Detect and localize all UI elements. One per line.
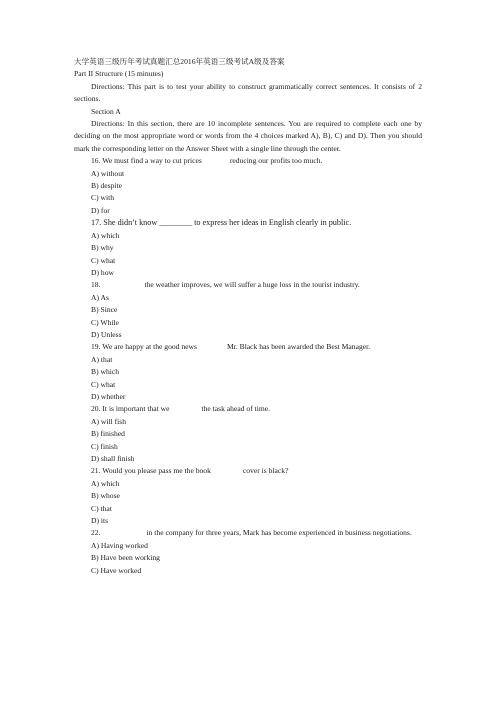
question-text-before: We are happy at the good news	[102, 342, 197, 352]
question-text-after: the task ahead of time.	[201, 404, 271, 414]
option: C) finish	[91, 441, 118, 451]
option: B) which	[91, 367, 120, 377]
option: D) whether	[91, 391, 126, 401]
option: A) without	[91, 168, 125, 178]
question-number: 22.	[91, 528, 101, 538]
question-18	[74, 279, 422, 291]
question-text-after: reducing our profits too much.	[229, 156, 323, 166]
option: C) what	[91, 379, 116, 389]
option: B) Have been working	[91, 553, 160, 563]
option: C) Have worked	[91, 565, 142, 575]
option: B) finished	[91, 429, 125, 439]
option: A) As	[91, 292, 109, 302]
option: A) that	[91, 354, 113, 364]
question-text-before: She didn’t know	[103, 218, 158, 228]
option: B) why	[91, 243, 114, 253]
option: C) with	[91, 193, 114, 203]
directions-section: Directions: In this section, there are 10 incomplete sentences. You are required to complete each one by deciding on the most appropriate word or words from the 4 choices marked A), B), C) and D). Then you should mark the corresponding letter on the Answer Sheet with a single line through the center.	[74, 119, 422, 153]
document-content	[74, 56, 422, 577]
question-19	[74, 341, 422, 353]
question-number: 18.	[91, 280, 101, 290]
option: B) Since	[91, 305, 118, 315]
question-text-before: We must find a way to cut prices	[102, 156, 202, 166]
option: B) whose	[91, 491, 120, 501]
question-number: 19.	[91, 342, 101, 352]
question-number: 17.	[91, 218, 102, 228]
question-16	[74, 155, 422, 167]
option: A) Having worked	[91, 540, 148, 550]
question-20	[74, 403, 422, 415]
document-title: 大学英语三级历年考试真题汇总2016年英语三级考试A级及答案	[74, 57, 285, 66]
question-text-after: cover is black?	[242, 466, 289, 476]
part-heading: Part II Structure (15 minutes)	[74, 69, 164, 79]
question-text-before: It is important that we	[102, 404, 170, 414]
option: D) its	[91, 516, 109, 526]
question-text-before: Would you please pass me the book	[102, 466, 211, 476]
option: D) how	[91, 267, 114, 277]
option: A) which	[91, 230, 120, 240]
option: D) shall finish	[91, 454, 135, 463]
option: C) what	[91, 255, 116, 265]
section-heading: Section A	[91, 106, 121, 116]
option: A) which	[91, 478, 120, 488]
question-text-after: in the company for three years, Mark has become experienced in business negotiations.	[146, 528, 412, 538]
question-blank: ________	[159, 218, 193, 228]
question-number: 21.	[91, 466, 101, 476]
option: C) that	[91, 503, 112, 513]
question-22	[74, 527, 422, 539]
question-number: 16.	[91, 156, 101, 166]
question-text-after: to express her ideas in English clearly in public.	[194, 218, 352, 228]
question-21	[74, 465, 422, 477]
question-text-after: Mr. Black has been awarded the Best Manager.	[226, 342, 371, 352]
question-number: 20.	[91, 404, 101, 414]
option: D) Unless	[91, 329, 122, 339]
directions-part: Directions: This part is to test your ability to construct grammatically correct sentences. It consists of 2 sections.	[74, 81, 422, 104]
option: A) will fish	[91, 416, 127, 426]
question-17	[74, 217, 422, 229]
question-text-after: the weather improves, we will suffer a huge loss in the tourist industry.	[144, 280, 360, 290]
option: C) While	[91, 317, 119, 327]
option: B) despite	[91, 181, 123, 191]
option: D) for	[91, 205, 110, 215]
